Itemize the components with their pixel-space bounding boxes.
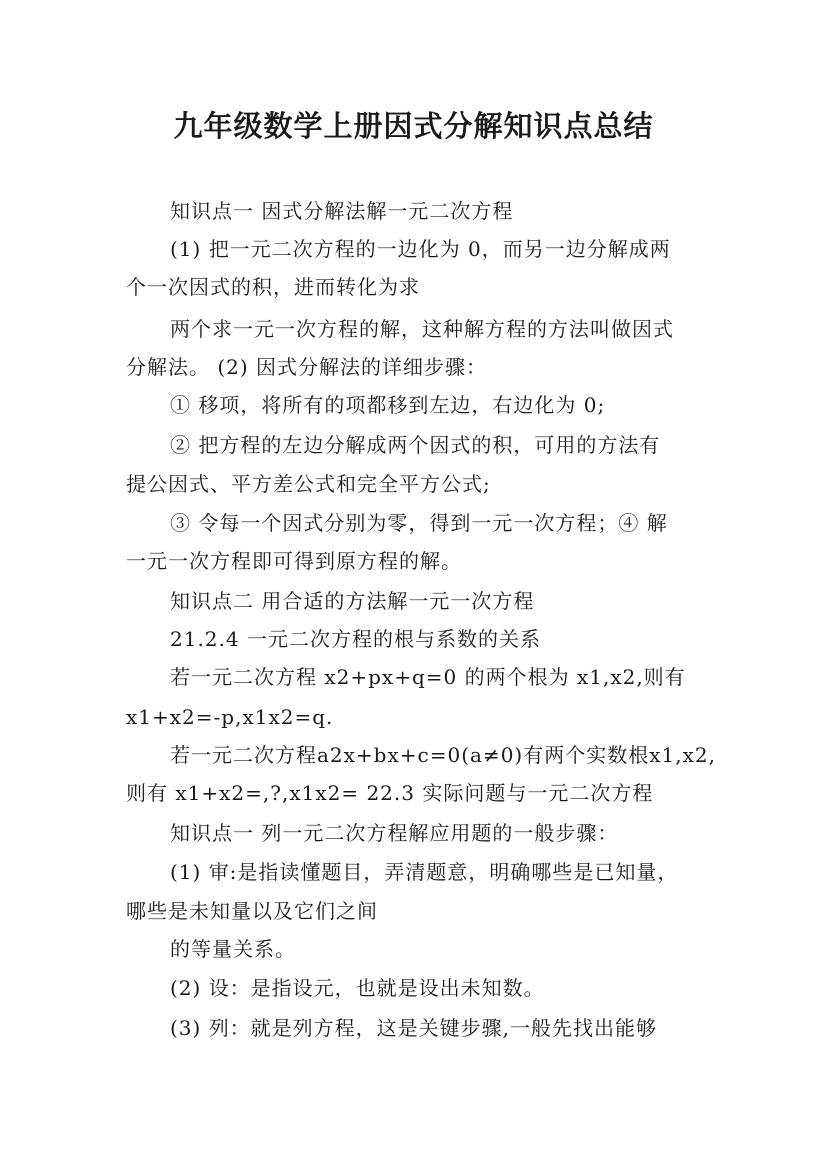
text-line-17: 知识点一 列一元二次方程解应用题的一般步骤： (170, 821, 619, 845)
text-line-15: 若一元二次方程a2x+bx+c=0(a≠0)有两个实数根x1,x2, (170, 743, 716, 767)
text-line-16: 则有 x1+x2=,?,x1x2= 22.3 实际问题与一元二次方程 (126, 781, 654, 805)
text-line-3: 个一次因式的积，进而转化为求 (126, 275, 420, 299)
document-title: 九年级数学上册因式分解知识点总结 (173, 109, 654, 143)
text-line-13: 若一元二次方程 x2+px+q=0 的两个根为 x1,x2,则有 (170, 665, 686, 689)
text-line-21: (2) 设：是指设元，也就是设出未知数。 (170, 976, 545, 1000)
text-line-20: 的等量关系。 (170, 937, 296, 961)
text-line-19: 哪些是未知量以及它们之间 (126, 899, 378, 923)
text-line-4: 两个求一元一次方程的解，这种解方程的方法叫做因式 (170, 317, 674, 341)
text-line-2: (1) 把一元二次方程的一边化为 0，而另一边分解成两 (170, 237, 671, 261)
text-line-14: x1+x2=-p,x1x2=q. (126, 705, 334, 729)
text-line-22: (3) 列：就是列方程，这是关键步骤,一般先找出能够 (170, 1016, 658, 1040)
text-line-12: 21.2.4 一元二次方程的根与系数的关系 (170, 627, 541, 651)
text-line-5: 分解法。 (2) 因式分解法的详细步骤： (126, 355, 488, 379)
text-line-1: 知识点一 因式分解法解一元二次方程 (170, 199, 514, 223)
text-line-8: 提公因式、平方差公式和完全平方公式; (126, 472, 491, 496)
text-line-9: ③ 令每一个因式分别为零，得到一元一次方程；④ 解 (170, 511, 668, 535)
text-line-18: (1) 审:是指读懂题目，弄清题意，明确哪些是已知量， (170, 860, 679, 884)
text-line-7: ② 把方程的左边分解成两个因式的积，可用的方法有 (170, 433, 661, 457)
text-line-6: ① 移项，将所有的项都移到左边，右边化为 0; (170, 393, 606, 417)
text-line-10: 一元一次方程即可得到原方程的解。 (126, 549, 462, 573)
text-line-11: 知识点二 用合适的方法解一元一次方程 (170, 589, 535, 613)
